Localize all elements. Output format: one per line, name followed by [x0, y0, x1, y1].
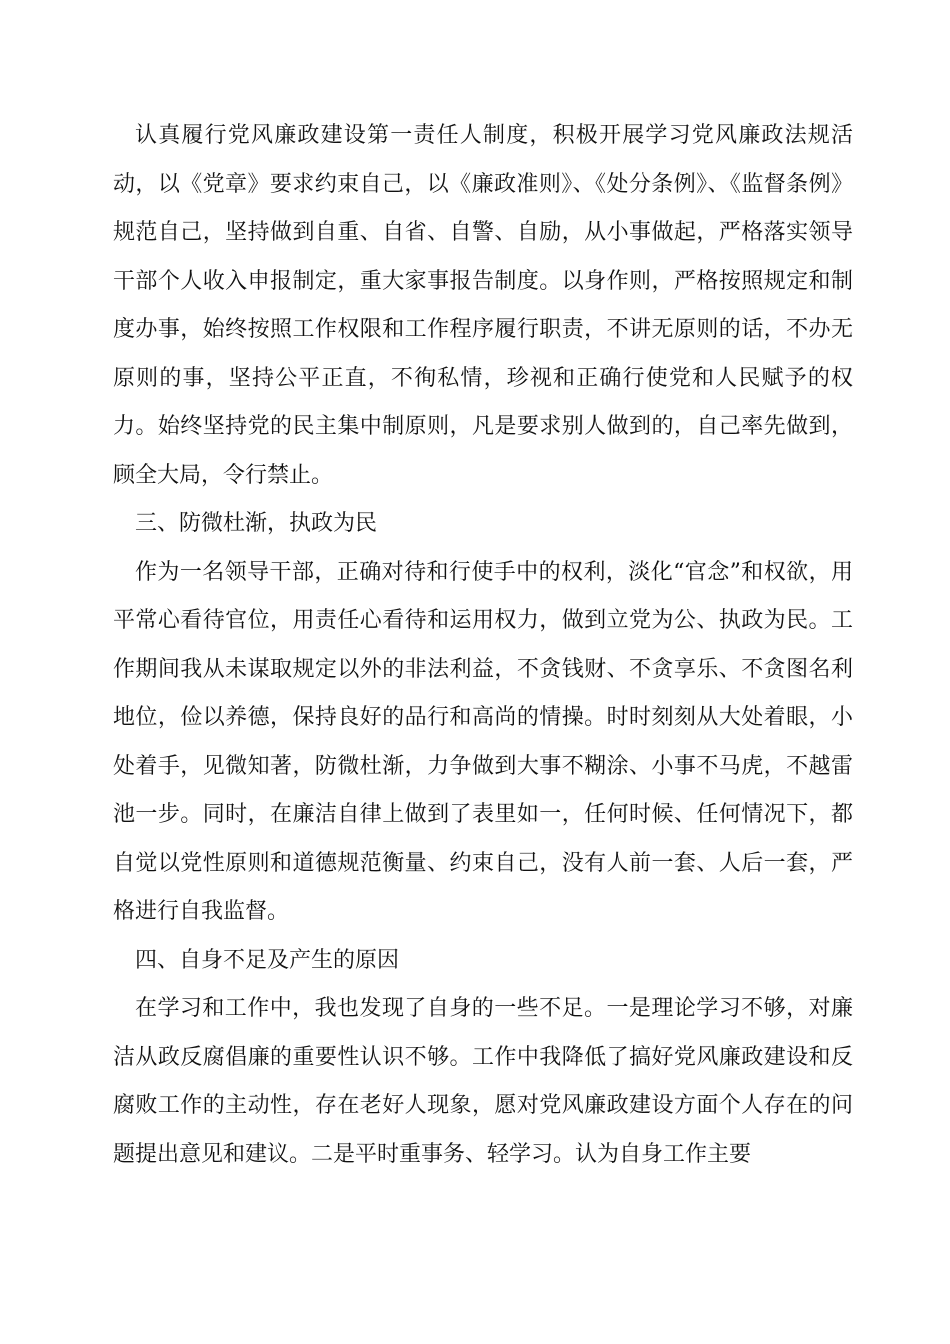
paragraph-shortcomings: 在学习和工作中，我也发现了自身的一些不足。一是理论学习不够，对廉洁从政反腐倡廉的重要性认识不够。工作中我降低了搞好党风廉政建设和反腐败工作的主动性，存在老好人现象，愿对党风廉政建设方面个人存在的问题提出意见和建议。二是平时重事务、轻学习。认为自身工作主要 — [113, 996, 853, 1167]
document-body — [113, 112, 853, 1179]
section-heading-three: 三、防微杜渐，执政为民 — [135, 511, 378, 536]
section-heading-four: 四、自身不足及产生的原因 — [135, 947, 400, 973]
paragraph-responsibility: 认真履行党风廉政建设第一责任人制度，积极开展学习党风廉政法规活动，以《党章》要求约束自己，以《廉政准则》、《处分条例》、《监督条例》规范自己，坚持做到自重、自省、自警、自励，从小事做起，严格落实领导干部个人收入申报制定，重大家事报告制度。以身作则，严格按照规定和制度办事，始终按照工作权限和工作程序履行职责，不讲无原则的话，不办无原则的事，坚持公平正直，不徇私情，珍视和正确行使党和人民赋予的权力。始终坚持党的民主集中制原则，凡是要求别人做到的，自己率先做到，顾全大局，令行禁止。 — [113, 123, 853, 488]
paragraph-integrity: 作为一名领导干部，正确对待和行使手中的权利，淡化“官念”和权欲，用平常心看待官位，用责任心看待和运用权力，做到立党为公、执政为民。工作期间我从未谋取规定以外的非法利益，不贪钱财、不贪享乐、不贪图名利地位，俭以养德，保持良好的品行和高尚的情操。时时刻刻从大处着眼，小处着手，见微知著，防微杜渐，力争做到大事不糊涂、小事不马虎，不越雷池一步。同时，在廉洁自律上做到了表里如一，任何时候、任何情况下，都自觉以党性原则和道德规范衡量、约束自己，没有人前一套、人后一套，严格进行自我监督。 — [113, 559, 853, 924]
